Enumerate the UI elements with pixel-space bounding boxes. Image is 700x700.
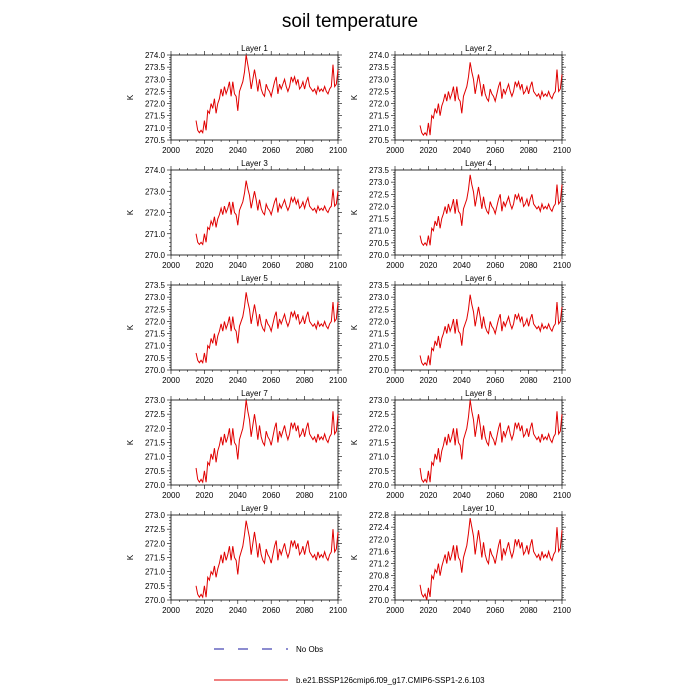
y-axis-label: K [126,94,135,101]
x-tick-label: 2060 [262,376,281,385]
legend-model-label: b.e21.BSSP126cmip6.f09_g17.CMIP6-SSP1-2.6.103 [296,676,485,685]
y-tick-label: 272.8 [368,511,389,520]
y-tick-label: 271.6 [368,547,389,557]
x-tick-label: 2060 [262,606,281,615]
y-tick-label: 273.0 [144,396,165,405]
y-tick-label: 271.5 [368,111,389,121]
y-tick-label: 272.0 [144,424,165,434]
panel-7 [126,389,347,500]
x-tick-label: 2040 [452,146,471,155]
x-tick-label: 2040 [452,261,471,270]
y-tick-label: 270.0 [144,481,165,490]
x-tick-label: 2100 [329,146,347,155]
y-axis-label: K [350,554,359,561]
y-tick-label: 270.0 [144,366,165,375]
x-tick-label: 2100 [329,376,347,385]
y-tick-label: 271.5 [144,553,165,563]
x-tick-label: 2020 [195,606,214,615]
panel-4 [350,159,571,270]
y-tick-label: 272.0 [144,208,165,218]
x-tick-label: 2020 [195,376,214,385]
x-tick-label: 2060 [262,146,281,155]
x-tick-label: 2040 [452,491,471,500]
y-tick-label: 271.5 [144,438,165,448]
panel-9 [126,504,347,615]
y-tick-label: 270.4 [368,583,389,593]
x-tick-label: 2100 [553,146,571,155]
panel-title: Layer 3 [241,159,268,168]
x-tick-label: 2080 [519,376,538,385]
y-tick-label: 272.4 [368,523,389,533]
y-axis-label: K [126,324,135,331]
panel-title: Layer 1 [241,44,268,53]
y-tick-label: 272.0 [368,535,389,545]
x-tick-label: 2060 [486,146,505,155]
y-tick-label: 273.0 [368,396,389,405]
y-tick-label: 273.0 [144,187,165,197]
x-tick-label: 2020 [419,491,438,500]
y-tick-label: 270.0 [144,251,165,260]
y-axis-label: K [350,94,359,101]
y-axis-label: K [126,209,135,216]
y-tick-label: 273.5 [144,281,165,290]
panel-title: Layer 9 [241,504,268,513]
x-tick-label: 2080 [519,491,538,500]
y-tick-label: 270.5 [144,466,165,476]
x-tick-label: 2080 [519,261,538,270]
y-tick-label: 272.5 [144,87,165,97]
x-tick-label: 2040 [228,491,247,500]
y-tick-label: 273.0 [144,293,165,303]
x-tick-label: 2040 [228,606,247,615]
y-tick-label: 273.0 [368,75,389,85]
x-tick-label: 2060 [486,261,505,270]
series-line [420,175,562,245]
panel-title: Layer 4 [465,159,492,168]
x-tick-label: 2020 [419,146,438,155]
y-tick-label: 271.5 [368,329,389,339]
figure-title: soil temperature [281,11,419,32]
x-tick-label: 2060 [486,606,505,615]
legend [214,645,485,685]
y-tick-label: 270.5 [144,136,165,145]
x-tick-label: 2080 [295,146,314,155]
y-tick-label: 271.0 [144,229,165,239]
series-line [196,181,338,245]
y-tick-label: 272.5 [368,87,389,97]
y-tick-label: 273.5 [144,63,165,73]
y-tick-label: 273.0 [144,511,165,520]
y-tick-label: 271.0 [368,341,389,351]
y-tick-label: 272.0 [368,99,389,109]
x-tick-label: 2060 [486,376,505,385]
y-tick-label: 273.5 [368,63,389,73]
plot-frame [171,400,338,485]
y-tick-label: 272.0 [144,317,165,327]
x-tick-label: 2040 [228,376,247,385]
series-line [196,521,338,598]
y-tick-label: 272.0 [368,317,389,327]
x-tick-label: 2100 [553,261,571,270]
x-tick-label: 2000 [386,146,404,155]
y-tick-label: 271.0 [144,567,165,577]
x-tick-label: 2100 [553,606,571,615]
panel-title: Layer 8 [465,389,492,398]
x-tick-label: 2100 [329,261,347,270]
x-tick-label: 2000 [162,606,180,615]
y-tick-label: 273.5 [368,281,389,290]
y-tick-label: 270.0 [368,251,389,260]
plot-frame [171,170,338,255]
y-tick-label: 272.5 [144,525,165,535]
y-tick-label: 271.0 [368,452,389,462]
y-tick-label: 271.5 [144,111,165,121]
panel-title: Layer 10 [462,504,495,513]
x-tick-label: 2040 [228,146,247,155]
y-tick-label: 270.0 [144,596,165,605]
y-tick-label: 270.5 [368,136,389,145]
x-tick-label: 2000 [162,491,180,500]
y-tick-label: 270.5 [368,466,389,476]
y-tick-label: 271.5 [368,438,389,448]
y-tick-label: 271.5 [368,214,389,224]
series-line [196,55,338,133]
y-tick-label: 271.0 [368,226,389,236]
x-tick-label: 2080 [295,261,314,270]
plot-frame [171,55,338,140]
x-tick-label: 2040 [452,606,471,615]
y-tick-label: 272.0 [368,424,389,434]
y-tick-label: 274.0 [144,166,165,175]
x-tick-label: 2100 [553,376,571,385]
y-tick-label: 271.0 [144,341,165,351]
y-tick-label: 271.0 [144,452,165,462]
series-line [420,295,562,365]
x-tick-label: 2100 [329,606,347,615]
panel-3 [126,159,347,270]
y-tick-label: 272.5 [144,410,165,420]
panel-title: Layer 6 [465,274,492,283]
legend-obs-label: No Obs [296,645,324,654]
y-tick-label: 272.5 [368,410,389,420]
x-tick-label: 2040 [452,376,471,385]
y-tick-label: 271.2 [368,559,389,569]
y-tick-label: 273.0 [368,178,389,188]
panel-title: Layer 5 [241,274,268,283]
panel-6 [350,274,571,385]
panel-8 [350,389,571,500]
x-tick-label: 2020 [195,261,214,270]
x-tick-label: 2020 [195,491,214,500]
x-tick-label: 2020 [419,376,438,385]
panels-grid [126,44,571,615]
y-axis-label: K [350,324,359,331]
x-tick-label: 2080 [519,606,538,615]
y-tick-label: 274.0 [144,51,165,60]
x-tick-label: 2020 [195,146,214,155]
y-tick-label: 272.0 [368,202,389,212]
x-tick-label: 2080 [295,491,314,500]
series-line [196,400,338,482]
y-axis-label: K [350,439,359,446]
y-tick-label: 270.8 [368,571,389,581]
y-tick-label: 270.5 [144,581,165,591]
panel-2 [350,44,571,155]
y-tick-label: 273.0 [144,75,165,85]
y-tick-label: 270.0 [368,481,389,490]
y-tick-label: 270.0 [368,366,389,375]
panel-1 [126,44,347,155]
series-line [196,292,338,362]
x-tick-label: 2000 [386,261,404,270]
y-axis-label: K [350,209,359,216]
panel-title: Layer 2 [465,44,492,53]
plot-frame [395,400,562,485]
panel-title: Layer 7 [241,389,268,398]
y-tick-label: 273.5 [368,166,389,175]
plot-frame [171,285,338,370]
y-tick-label: 274.0 [368,51,389,60]
x-tick-label: 2060 [486,491,505,500]
x-tick-label: 2060 [262,491,281,500]
y-tick-label: 273.0 [368,293,389,303]
y-tick-label: 270.5 [368,238,389,248]
x-tick-label: 2000 [162,376,180,385]
x-tick-label: 2040 [228,261,247,270]
y-tick-label: 270.5 [144,353,165,363]
x-tick-label: 2080 [295,606,314,615]
x-tick-label: 2000 [162,261,180,270]
plot-frame [395,170,562,255]
x-tick-label: 2020 [419,261,438,270]
x-tick-label: 2060 [262,261,281,270]
x-tick-label: 2080 [295,376,314,385]
y-tick-label: 272.0 [144,99,165,109]
y-axis-label: K [126,554,135,561]
series-line [420,400,562,482]
x-tick-label: 2000 [386,606,404,615]
x-tick-label: 2000 [162,146,180,155]
y-tick-label: 272.5 [144,305,165,315]
y-tick-label: 272.5 [368,190,389,200]
y-tick-label: 270.0 [368,596,389,605]
x-tick-label: 2000 [386,376,404,385]
y-tick-label: 271.0 [368,123,389,133]
panel-10 [350,504,571,615]
series-line [420,62,562,135]
x-tick-label: 2020 [419,606,438,615]
y-tick-label: 271.5 [144,329,165,339]
y-tick-label: 270.5 [368,353,389,363]
x-tick-label: 2080 [519,146,538,155]
y-axis-label: K [126,439,135,446]
y-tick-label: 271.0 [144,123,165,133]
series-line [420,518,562,600]
y-tick-label: 272.5 [368,305,389,315]
panel-5 [126,274,347,385]
y-tick-label: 272.0 [144,539,165,549]
x-tick-label: 2000 [386,491,404,500]
x-tick-label: 2100 [553,491,571,500]
x-tick-label: 2100 [329,491,347,500]
